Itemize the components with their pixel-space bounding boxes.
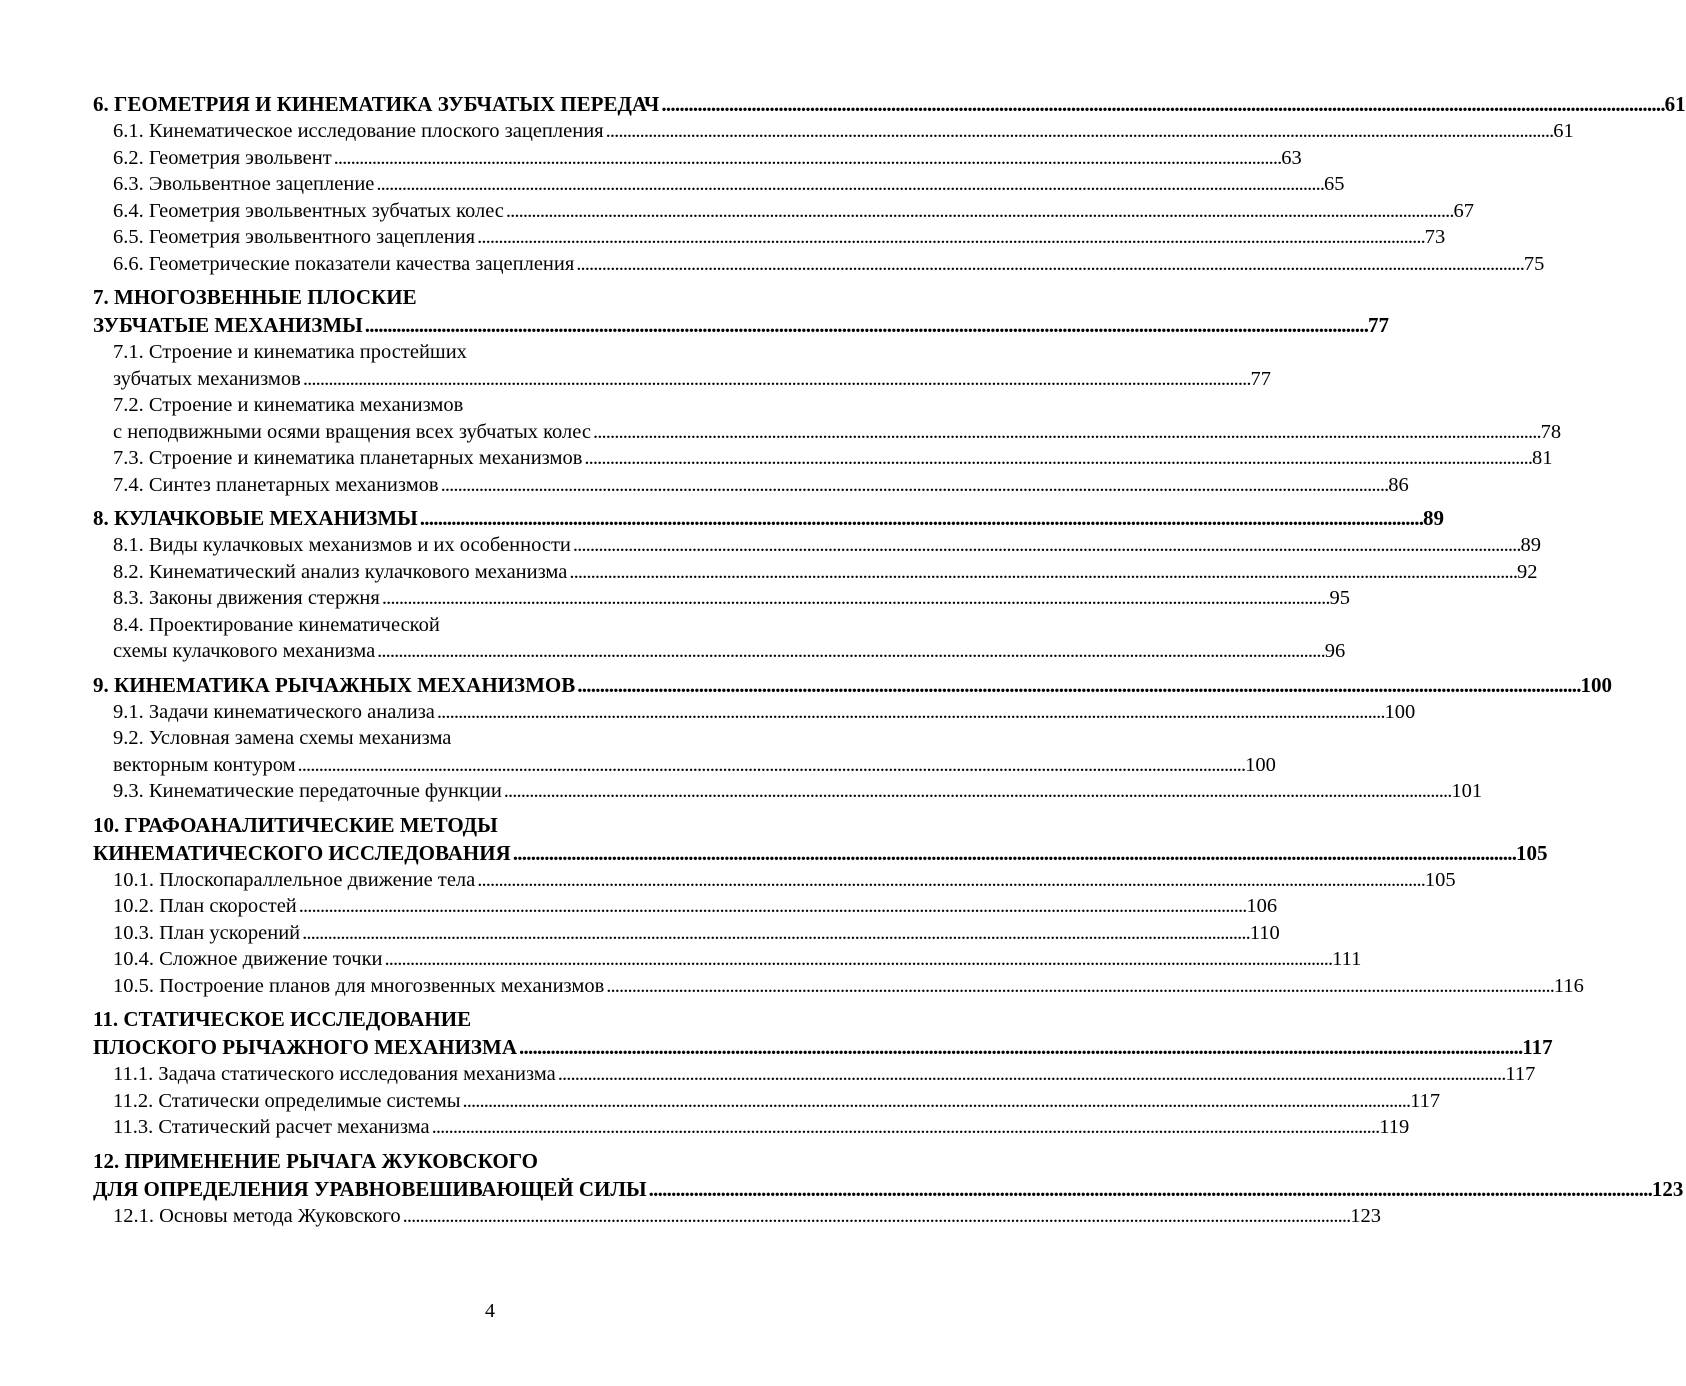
section-entry[interactable] [113,171,1345,198]
chapter-page-number: 89 [1423,506,1445,530]
dot-leader [376,171,1322,198]
chapter-title-line: 10. ГРАФОАНАЛИТИЧЕСКИЕ МЕТОДЫ [93,812,498,837]
section-title: 6.2. Геометрия эвольвент [113,146,332,169]
toc-chapter [93,504,1542,665]
section-entry[interactable] [113,419,1562,446]
dot-leader [385,946,1331,973]
section-title: 12.1. Основы метода Жуковского [113,1204,401,1227]
section-entry[interactable] [113,118,1574,145]
dot-leader [569,559,1515,586]
dot-leader [334,145,1280,172]
section-page-number: 105 [1424,868,1456,891]
section-entry[interactable] [113,893,1278,920]
dot-leader [576,251,1522,278]
chapter-title: ДЛЯ ОПРЕДЕЛЕНИЯ УРАВНОВЕШИВАЮЩЕЙ СИЛЫ [93,1176,647,1201]
dot-leader [463,1088,1409,1115]
section-page-number: 65 [1324,173,1345,195]
section-page-number: 111 [1332,948,1362,970]
section-title: 10.3. План ускорений [113,921,301,944]
chapter-title: ЗУБЧАТЫЕ МЕХАНИЗМЫ [93,313,363,337]
section-entry[interactable] [113,638,1346,665]
dot-leader [606,973,1552,1000]
section-page-number: 67 [1453,199,1475,222]
toc-chapter [93,90,1686,277]
dot-leader [513,839,1514,867]
section-title: 9.3. Кинематические передаточные функции [113,780,502,802]
chapter-title: 8. КУЛАЧКОВЫЕ МЕХАНИЗМЫ [93,506,418,530]
section-title-line: 7.2. Строение и кинематика механизмов [113,394,464,416]
toc-chapter [93,1147,1684,1230]
chapter-title: 6. ГЕОМЕТРИЯ И КИНЕМАТИКА ЗУБЧАТЫХ ПЕРЕДАЧ [93,92,660,116]
chapter-page-number: 105 [1515,840,1548,865]
page-number: 4 [485,1300,495,1322]
section-entry[interactable] [113,198,1475,225]
chapter-entry[interactable] [93,1175,1684,1203]
section-entry[interactable] [113,973,1584,1000]
section-title: 8.1. Виды кулачковых механизмов и их особенности [113,534,571,556]
chapter-page-number: 100 [1580,672,1613,697]
section-entry[interactable] [113,145,1302,172]
chapter-title: ПЛОСКОГО РЫЧАЖНОГО МЕХАНИЗМА [93,1035,517,1059]
dot-leader [477,224,1423,251]
section-page-number: 110 [1249,921,1280,944]
chapter-title-line: 7. МНОГОЗВЕННЫЕ ПЛОСКИЕ [93,285,417,309]
dot-leader [403,1203,1349,1230]
section-entry[interactable] [113,867,1456,894]
dot-leader [377,638,1323,665]
chapter-title: 9. КИНЕМАТИКА РЫЧАЖНЫХ МЕХАНИЗМОВ [93,672,576,697]
section-page-number: 77 [1250,367,1271,390]
section-entry[interactable] [113,1061,1536,1088]
dot-leader [506,198,1452,225]
chapter-entry[interactable] [93,839,1548,867]
dot-leader [365,311,1366,339]
section-title: 6.3. Эвольвентное зацепление [113,173,375,195]
table-of-contents [93,90,1686,1235]
section-entry[interactable] [113,946,1362,973]
section-page-number: 75 [1523,252,1545,275]
section-title: зубчатых механизмов [113,367,301,390]
section-entry[interactable] [113,559,1538,586]
section-title: 6.1. Кинематическое исследование плоского зацепления [113,120,604,142]
section-page-number: 61 [1553,120,1574,142]
section-title: 10.1. Плоскопараллельное движение тела [113,868,476,891]
dot-leader [303,366,1249,393]
section-page-number: 117 [1505,1063,1536,1085]
section-title: 11.2. Статически определимые системы [113,1089,461,1112]
section-entry[interactable] [113,445,1553,472]
section-entry[interactable] [113,532,1542,559]
chapter-entry[interactable] [93,1033,1553,1061]
section-page-number: 92 [1517,560,1538,583]
chapter-page-number: 61 [1664,92,1686,116]
section-title: 6.4. Геометрия эвольвентных зубчатых колес [113,199,504,222]
dot-leader [573,532,1519,559]
section-entry[interactable] [113,699,1416,726]
dot-leader [437,699,1383,726]
section-title-line: 9.2. Условная замена схемы механизма [113,727,452,749]
dot-leader [441,472,1387,499]
section-entry[interactable] [113,251,1545,278]
section-page-number: 73 [1424,226,1446,248]
section-page-number: 106 [1246,895,1278,917]
dot-leader [649,1175,1650,1203]
dot-leader [577,671,1578,699]
section-title: векторным контуром [113,753,296,776]
dot-leader [661,90,1662,118]
section-title: 8.2. Кинематический анализ кулачкового механизма [113,560,568,583]
section-page-number: 78 [1540,420,1562,443]
section-title: 6.5. Геометрия эвольвентного зацепления [113,226,476,248]
section-entry[interactable] [113,920,1280,947]
section-page-number: 86 [1388,473,1409,496]
section-title: 11.1. Задача статического исследования механизма [113,1063,556,1085]
dot-leader [382,585,1328,612]
chapter-entry[interactable] [93,90,1686,118]
dot-leader [299,893,1245,920]
section-entry[interactable] [113,1088,1441,1115]
dot-leader [504,778,1450,805]
section-title: 11.3. Статический расчет механизма [113,1116,430,1138]
chapter-title: КИНЕМАТИЧЕСКОГО ИССЛЕДОВАНИЯ [93,840,511,865]
section-entry[interactable] [113,366,1271,393]
section-page-number: 100 [1384,700,1416,723]
chapter-entry[interactable] [93,671,1613,699]
section-page-number: 117 [1410,1089,1441,1112]
section-entry[interactable] [113,585,1350,612]
toc-chapter [93,671,1613,805]
section-title: с неподвижными осями вращения всех зубчатых колес [113,420,591,443]
section-title: 6.6. Геометрические показатели качества зацепления [113,252,575,275]
chapter-page-number: 117 [1522,1035,1553,1059]
dot-leader [519,1033,1520,1061]
section-page-number: 100 [1245,753,1276,776]
section-title: схемы кулачкового механизма [113,640,376,662]
section-title: 8.3. Законы движения стержня [113,587,380,609]
chapter-title-line: 12. ПРИМЕНЕНИЕ РЫЧАГА ЖУКОВСКОГО [93,1148,538,1173]
dot-leader [432,1114,1378,1141]
dot-leader [558,1061,1504,1088]
chapter-title-line: 11. СТАТИЧЕСКОЕ ИССЛЕДОВАНИЕ [93,1007,472,1031]
section-page-number: 116 [1553,974,1584,997]
dot-leader [298,752,1244,779]
dot-leader [593,419,1539,446]
section-page-number: 96 [1324,640,1346,662]
section-page-number: 89 [1520,534,1542,556]
chapter-entry[interactable] [93,311,1390,339]
section-entry[interactable] [113,778,1483,805]
section-title: 9.1. Задачи кинематического анализа [113,700,435,723]
section-entry[interactable] [113,752,1276,779]
section-page-number: 101 [1451,780,1483,802]
section-title: 10.5. Построение планов для многозвенных механизмов [113,974,605,997]
toc-chapter [93,811,1584,1000]
section-page-number: 119 [1379,1116,1410,1138]
section-page-number: 81 [1532,447,1553,469]
dot-leader [477,867,1423,894]
dot-leader [302,920,1248,947]
section-entry[interactable] [113,472,1409,499]
section-title: 7.3. Строение и кинематика планетарных механизмов [113,447,583,469]
dot-leader [420,504,1421,532]
toc-chapter [93,283,1562,498]
section-title: 10.4. Сложное движение точки [113,948,383,970]
dot-leader [606,118,1552,145]
chapter-entry[interactable] [93,504,1445,532]
dot-leader [584,445,1530,472]
section-entry[interactable] [113,1114,1410,1141]
section-title-line: 7.1. Строение и кинематика простейших [113,341,467,363]
section-title: 7.4. Синтез планетарных механизмов [113,473,439,496]
toc-chapter [93,1005,1553,1141]
section-entry[interactable] [113,1203,1382,1230]
section-page-number: 123 [1350,1204,1382,1227]
chapter-page-number: 123 [1651,1176,1684,1201]
section-title-line: 8.4. Проектирование кинематической [113,613,440,636]
section-page-number: 95 [1329,587,1350,609]
section-entry[interactable] [113,224,1446,251]
section-title: 10.2. План скоростей [113,895,297,917]
chapter-page-number: 77 [1368,313,1390,337]
section-page-number: 63 [1281,146,1302,169]
